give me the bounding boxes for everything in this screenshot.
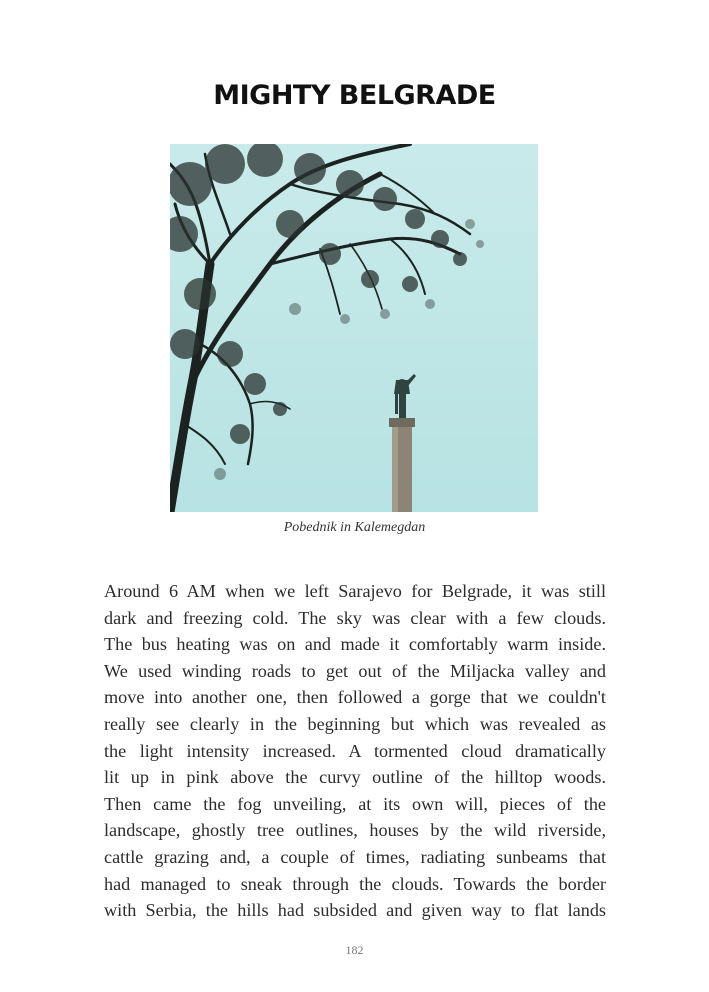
text-line: lit up in pink above the curvy outline of the hilltop woods. — [104, 767, 606, 788]
text-line: Then came the fog unveiling, at its own will, pieces of the — [104, 793, 606, 814]
text-line: had managed to sneak through the clouds. Towards the border — [104, 873, 606, 894]
text-line: cattle grazing and, a couple of times, radiating sunbeams that — [104, 846, 606, 867]
text-line: move into another one, then followed a gorge that we couldn't — [104, 687, 606, 708]
text-line: really see clearly in the beginning but which was revealed as — [104, 713, 606, 734]
page-title: MIGHTY BELGRADE — [213, 80, 496, 111]
text-line: Around 6 AM when we left Sarajevo for Belgrade, it was still — [104, 581, 606, 601]
text-line: The bus heating was on and made it comfortably warm inside. — [104, 634, 606, 655]
photo-pobednik-monument — [170, 144, 538, 512]
text-line: We used winding roads to get out of the Miljacka valley and — [104, 660, 606, 681]
text-line: dark and freezing cold. The sky was clear with a few clouds. — [104, 607, 606, 628]
text-line: the light intensity increased. A tormented cloud dramatically — [104, 740, 606, 761]
page-number: 182 — [345, 943, 364, 957]
text-line: landscape, ghostly tree outlines, houses by the wild riverside, — [104, 820, 606, 841]
text-line: with Serbia, the hills had subsided and given way to flat lands — [104, 900, 606, 921]
tree-and-monument-illustration — [170, 144, 538, 512]
body-paragraph — [104, 578, 606, 924]
photo-caption: Pobednik in Kalemegdan — [283, 520, 426, 535]
